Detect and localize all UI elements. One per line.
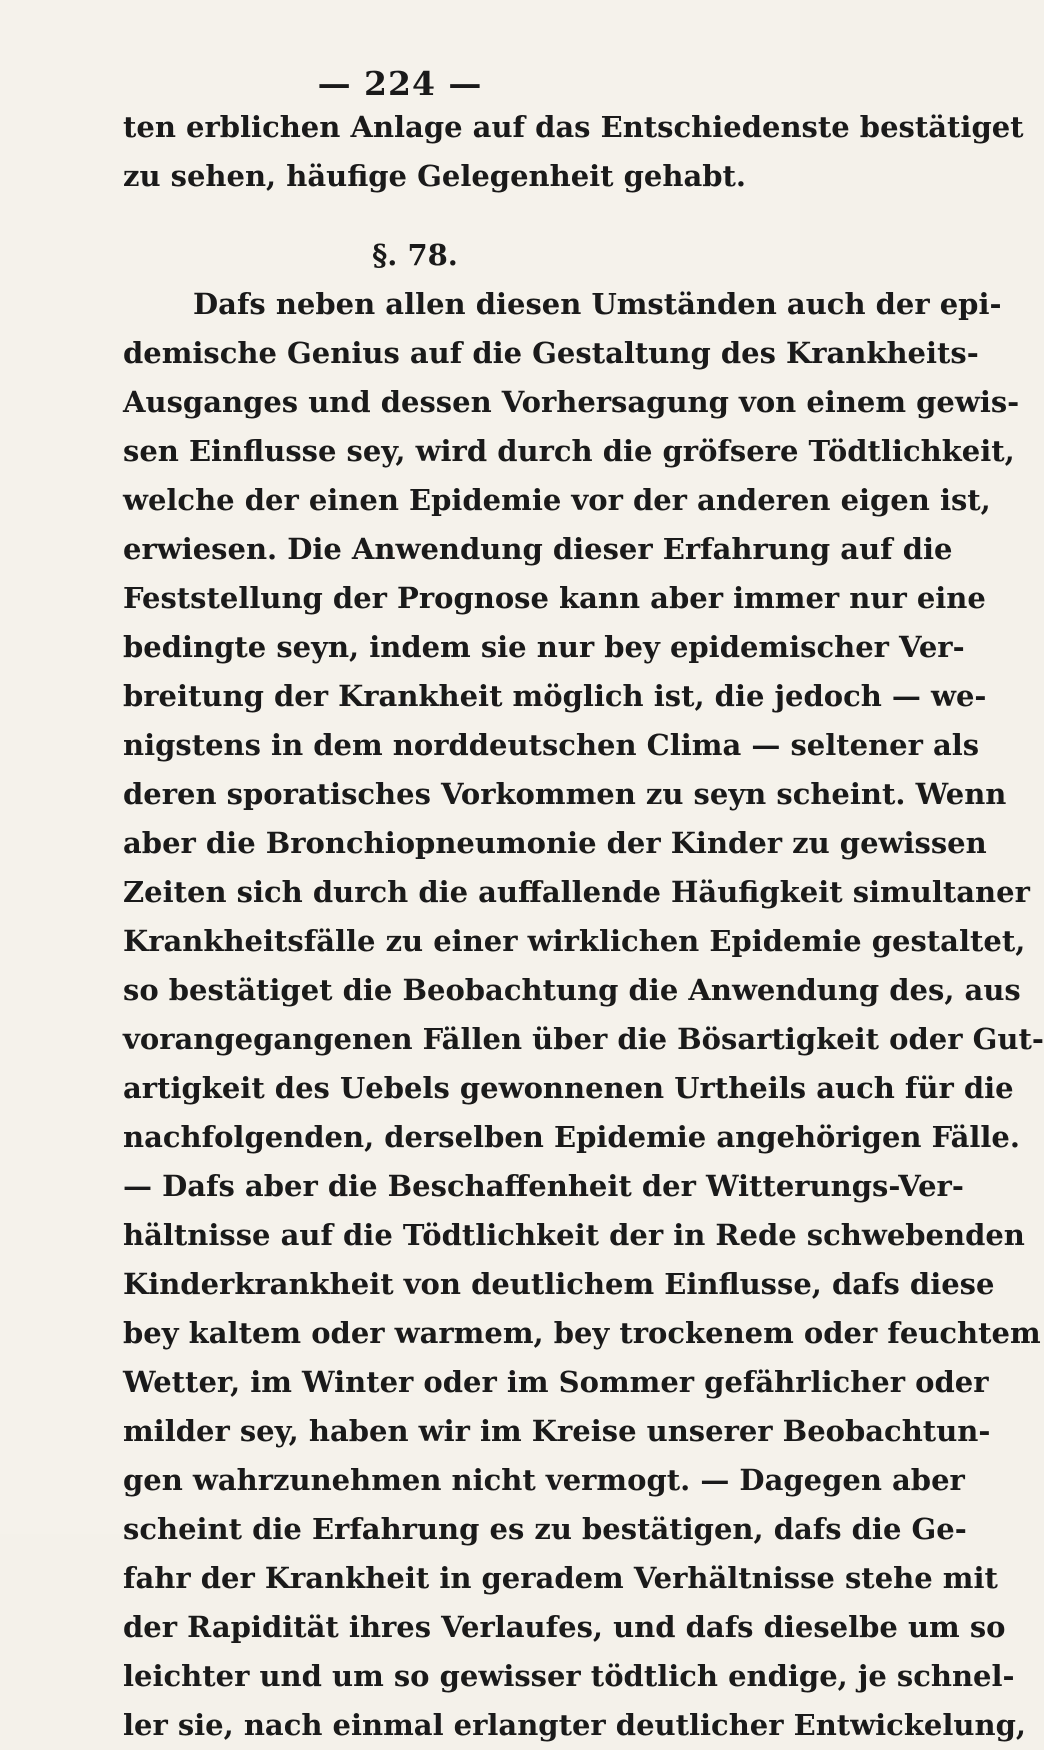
text-line: Wetter, im Winter oder im Sommer gefährlicher oder (123, 1365, 989, 1399)
text-line: Krankheitsfälle zu einer wirklichen Epidemie gestaltet, (123, 924, 1026, 958)
text-line: sen Einflusse sey, wird durch die gröfsere Tödtlichkeit, (123, 434, 1015, 468)
text-line: deren sporatisches Vorkommen zu seyn scheint. Wenn (123, 777, 1007, 811)
page-number: — 224 — (317, 64, 483, 103)
text-line: gen wahrzunehmen nicht vermogt. — Dagegen aber (123, 1463, 965, 1497)
text-line: ten erblichen Anlage auf das Entschiedenste bestätiget (123, 110, 1024, 144)
text-line: hältnisse auf die Tödtlichkeit der in Rede schwebenden (123, 1218, 1025, 1252)
text-line: so bestätiget die Beobachtung die Anwendung des, aus (123, 973, 1021, 1007)
text-line: scheint die Erfahrung es zu bestätigen, dafs die Ge- (123, 1512, 967, 1546)
text-line: — Dafs aber die Beschaffenheit der Witterungs-Ver- (123, 1169, 964, 1203)
text-line: fahr der Krankheit in geradem Verhältnisse stehe mit (123, 1561, 998, 1595)
text-line: der Rapidität ihres Verlaufes, und dafs dieselbe um so (123, 1610, 1006, 1644)
text-line: Dafs neben allen diesen Umständen auch der epi- (193, 287, 1002, 321)
text-line: Feststellung der Prognose kann aber immer nur eine (123, 581, 986, 615)
text-line: Ausganges und dessen Vorhersagung von einem gewis- (123, 385, 1020, 419)
paragraph-section-78 (123, 280, 1044, 1750)
text-line: demische Genius auf die Gestaltung des Krankheits- (123, 336, 979, 370)
text-line: vorangegangenen Fällen über die Bösartigkeit oder Gut- (123, 1022, 1044, 1056)
text-line: Zeiten sich durch die auffallende Häufigkeit simultaner (123, 875, 1030, 909)
text-line: bey kaltem oder warmem, bey trockenem oder feuchtem (123, 1316, 1041, 1350)
text-line: artigkeit des Uebels gewonnenen Urtheils auch für die (123, 1071, 1014, 1105)
text-line: milder sey, haben wir im Kreise unserer Beobachtun- (123, 1414, 991, 1448)
text-line: zu sehen, häufige Gelegenheit gehabt. (123, 159, 747, 193)
text-line: breitung der Krankheit möglich ist, die jedoch — we- (123, 679, 987, 713)
paragraph-continuation (123, 103, 1024, 201)
section-heading: §. 78. (372, 238, 458, 272)
text-line: nigstens in dem norddeutschen Clima — seltener als (123, 728, 980, 762)
text-line: ler sie, nach einmal erlangter deutlicher Entwickelung, (123, 1708, 1026, 1742)
text-line: leichter und um so gewisser tödtlich endige, je schnel- (123, 1659, 1015, 1693)
text-line: welche der einen Epidemie vor der anderen eigen ist, (123, 483, 991, 517)
text-line: bedingte seyn, indem sie nur bey epidemischer Ver- (123, 630, 965, 664)
text-line: aber die Bronchiopneumonie der Kinder zu gewissen (123, 826, 987, 860)
text-line: erwiesen. Die Anwendung dieser Erfahrung auf die (123, 532, 953, 566)
text-line: nachfolgenden, derselben Epidemie angehörigen Fälle. (123, 1120, 1020, 1154)
text-line: Kinderkrankheit von deutlichem Einflusse, dafs diese (123, 1267, 995, 1301)
